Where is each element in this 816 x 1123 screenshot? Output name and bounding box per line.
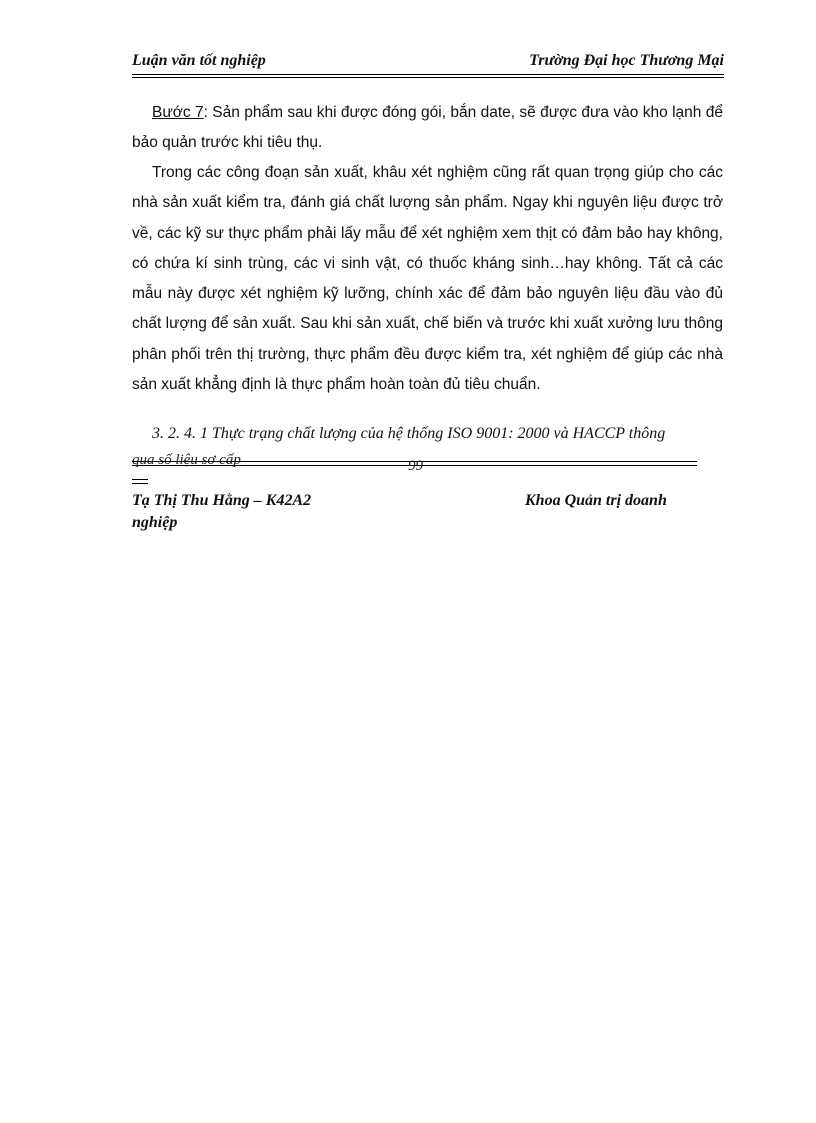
section-heading: 3. 2. 4. 1 Thực trạng chất lượng của hệ thống ISO 9001: 2000 và HACCP thông xyxy=(152,425,666,442)
footer-department: Khoa Quản trị doanh xyxy=(525,492,667,509)
header-right-title: Trường Đại học Thương Mại xyxy=(529,52,724,69)
testing-paragraph-text: Trong các công đoạn sản xuất, khâu xét nghiệm cũng rất quan trọng giúp cho các nhà sản xuất kiểm tra, đánh giá chất lượng sản phẩm. Ngay khi nguyên liệu được trở về, các kỹ sư thực phẩm phải lấy mẫu để xét nghiệm xem thịt có đảm bảo hay không, có chứa kí sinh trùng, các vi sinh vật, có thuốc kháng sinh…hay không. Tất cả các mẫu này được xét nghiệm kỹ lưỡng, chính xác để đảm bảo nguyên liệu đầu vào đủ chất lượng để sản xuất. Sau khi sản xuất, chế biến và trước khi xuất xưởng lưu thông phân phối trên thị trường, thực phẩm đều được kiểm tra, xét nghiệm để giúp các nhà sản xuất khẳng định là thực phẩm hoàn toàn đủ tiêu chuẩn. xyxy=(132,164,723,394)
section-heading-continuation: qua số liệu sơ cấp xyxy=(132,452,241,468)
page-header xyxy=(132,52,724,74)
header-left-title: Luận văn tốt nghiệp xyxy=(132,52,266,69)
header-rule-thick xyxy=(132,74,724,75)
page-number: 99 xyxy=(408,458,423,474)
step-7-paragraph xyxy=(132,98,723,159)
step-label: Bước 7 xyxy=(152,104,204,121)
footer-short-rule-bottom xyxy=(132,483,148,484)
step-text: : Sản phẩm sau khi được đóng gói, bắn date, sẽ được đưa vào kho lạnh để bảo quản trước khi tiêu thụ. xyxy=(132,104,724,152)
testing-paragraph xyxy=(132,158,723,400)
footer-author: Tạ Thị Thu Hằng – K42A2 xyxy=(132,492,312,509)
footer-short-rule-top xyxy=(132,479,148,480)
header-rule-thin xyxy=(132,77,724,78)
footer-department-wrap: nghiệp xyxy=(132,514,178,531)
